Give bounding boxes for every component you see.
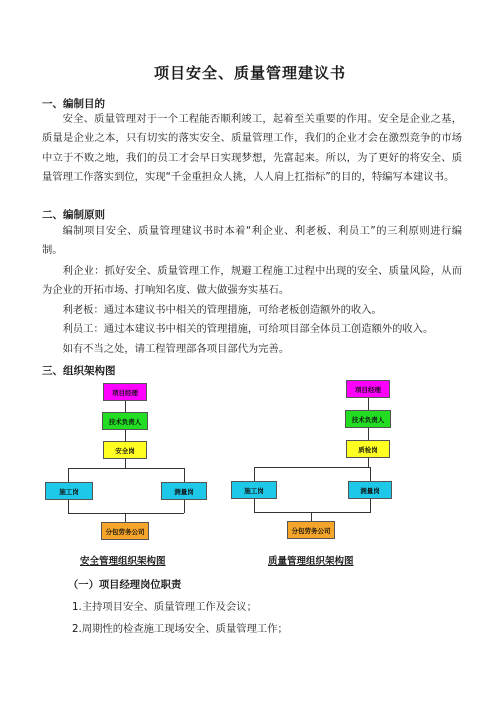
connector-line <box>370 499 371 512</box>
connector-line <box>368 428 369 440</box>
quality-role-box: 质检岗 <box>346 440 390 458</box>
connector-line <box>254 499 255 512</box>
quality-construction-box: 施工岗 <box>231 481 277 499</box>
principle-staff: 利员工：通过本建议书中相关的管理措施，可给项目部全体员工创造额外的收入。 <box>62 323 434 335</box>
section-heading-org-chart: 三、组织架构图 <box>42 365 116 377</box>
safety-survey-box: 测量岗 <box>161 482 207 500</box>
connector-line <box>184 468 185 482</box>
connector-line <box>125 513 126 522</box>
safety-chart-caption: 安全管理组织架构图 <box>80 556 166 567</box>
connector-line <box>368 398 369 410</box>
purpose-paragraph: 安全、质量管理对于一个工程能否顺利竣工，起着至关重要的作用。安全是企业之基，质量是企业之本，只有切实的落实安全、质量管理工作，我们的企业才会在激烈竞争的市场中立于不败之地，我们的员工才会早日实现梦想，先富起来。所以，为了更好的将安全、质量管理工作落实到位，实现“千金重担众人挑，人人肩上扛指标”的目的，特编写本建议书。 <box>42 113 462 183</box>
principles-intro: 编制项目安全、质量管理建议书时本着“利企业、利老板、利员工”的三利原则进行编制。 <box>42 225 462 257</box>
section-heading-purpose: 一、编制目的 <box>42 98 105 110</box>
connector-line <box>125 430 126 441</box>
connector-line <box>68 468 69 482</box>
safety-tech-box: 技术负责人 <box>102 412 148 430</box>
quality-subcontractor-box: 分包劳务公司 <box>287 521 335 539</box>
connector-line <box>368 458 369 467</box>
quality-pm-box: 项目经理 <box>346 380 390 398</box>
connector-line <box>184 500 185 513</box>
safety-pm-box: 项目经理 <box>103 383 147 401</box>
quality-chart-caption: 质量管理组织架构图 <box>268 556 354 567</box>
quality-survey-box: 测量岗 <box>348 481 392 499</box>
connector-line <box>254 512 371 513</box>
quality-tech-box: 技术负责人 <box>345 410 391 428</box>
principle-boss: 利老板：通过本建议书中相关的管理措施，可给老板创造额外的收入。 <box>62 304 382 316</box>
connector-line <box>68 513 184 514</box>
connector-line <box>311 512 312 521</box>
connector-line <box>68 500 69 513</box>
duty-item-1: 1.主持项目安全、质量管理工作及会议； <box>72 601 257 613</box>
principle-enterprise: 利企业：抓好安全、质量管理工作，规避工程施工过程中出现的安全、质量风险，从而为企业的开拓市场、打响知名度、做大做强夯实基石。 <box>42 265 462 297</box>
safety-subcontractor-box: 分包劳务公司 <box>101 522 149 540</box>
safety-construction-box: 施工岗 <box>45 482 93 500</box>
connector-line <box>68 468 184 469</box>
connector-line <box>254 467 255 481</box>
connector-line <box>125 459 126 468</box>
connector-line <box>125 401 126 412</box>
page-title: 项目安全、质量管理建议书 <box>153 64 346 82</box>
connector-line <box>370 467 371 481</box>
pm-duties-heading: （一）项目经理岗位职责 <box>68 579 182 591</box>
safety-role-box: 安全岗 <box>103 441 147 459</box>
section-heading-principles: 二、编制原则 <box>42 209 105 221</box>
principles-closing: 如有不当之处，请工程管理部各项目部代为完善。 <box>62 343 290 355</box>
duty-item-2: 2.周期性的检查施工现场安全、质量管理工作； <box>72 623 288 635</box>
connector-line <box>254 467 370 468</box>
